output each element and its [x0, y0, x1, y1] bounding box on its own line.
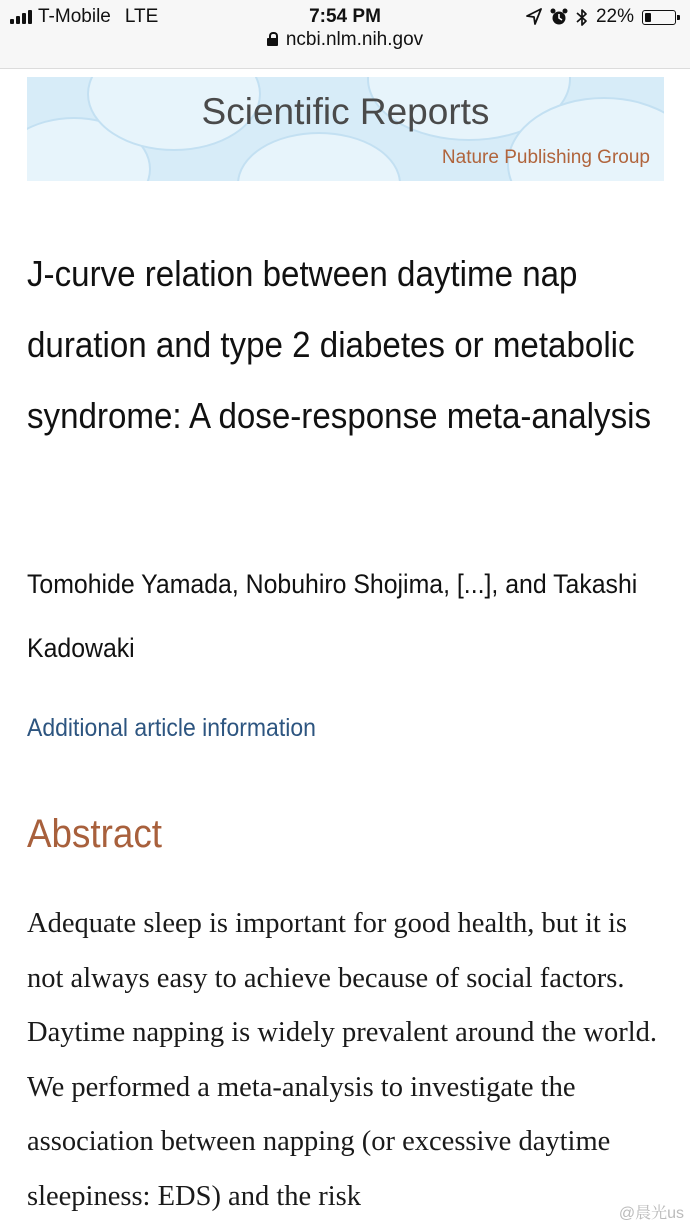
bluetooth-icon — [576, 8, 588, 27]
carrier-name: T-Mobile — [38, 6, 111, 27]
url-text: ncbi.nlm.nih.gov — [285, 29, 424, 50]
status-right — [526, 6, 676, 28]
article-authors: Tomohide Yamada, Nobuhiro Shojima, [...], and Takashi Kadowaki — [27, 569, 638, 663]
lock-icon — [267, 32, 278, 46]
battery-icon — [642, 10, 676, 25]
journal-banner[interactable] — [27, 77, 664, 181]
article-title: J-curve relation between daytime nap duration and type 2 diabetes or metabolic syndrome: A dose-response meta-analysis — [27, 253, 652, 436]
status-bar — [0, 0, 690, 69]
address-bar[interactable] — [0, 29, 690, 51]
cloud-decoration — [237, 132, 401, 181]
alarm-icon — [550, 8, 568, 26]
publisher-name: Nature Publishing Group — [441, 147, 650, 168]
watermark: @晨光us — [618, 1205, 684, 1222]
journal-name: Scientific Reports — [201, 91, 490, 132]
abstract-text: Adequate sleep is important for good health, but it is not always easy to achieve because of social factors. Daytime napping is widely prevalent around the world. We performed a meta-analysis to investigate the association between napping (or excessive daytime sleepiness: EDS) and the risk — [27, 908, 658, 1212]
location-arrow-icon — [526, 8, 542, 26]
status-time: 7:54 PM — [309, 6, 381, 27]
additional-info-link[interactable]: Additional article information — [27, 714, 316, 742]
network-type: LTE — [124, 6, 159, 27]
abstract-heading: Abstract — [27, 812, 162, 856]
battery-percent: 22% — [595, 6, 634, 27]
